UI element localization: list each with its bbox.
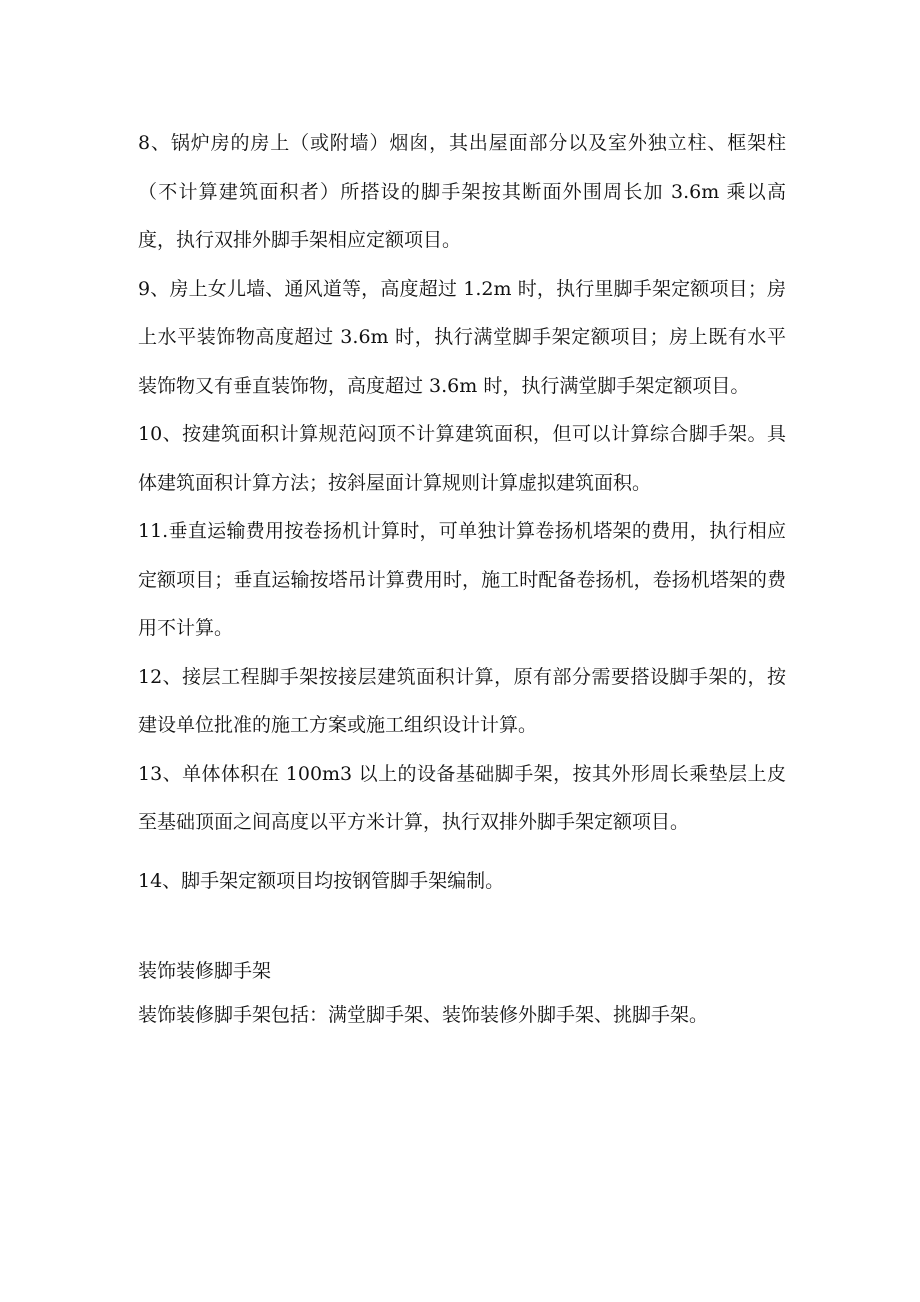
paragraph-item-9: 9、房上女儿墙、通风道等，高度超过 1.2m 时，执行里脚手架定额项目；房上水平装饰物高度超过 3.6m 时，执行满堂脚手架定额项目；房上既有水平装饰物又有垂直装饰物，高度超过 3.6m 时，执行满堂脚手架定额项目。 <box>138 277 786 397</box>
paragraph-item-10: 10、按建筑面积计算规范闷顶不计算建筑面积，但可以计算综合脚手架。具体建筑面积计算方法；按斜屋面计算规则计算虚拟建筑面积。 <box>138 423 786 494</box>
paragraph-item-13: 13、单体体积在 100m3 以上的设备基础脚手架，按其外形周长乘垫层上皮至基础顶面之间高度以平方米计算，执行双排外脚手架定额项目。 <box>138 762 786 833</box>
document-body <box>138 119 786 1037</box>
section-title: 装饰装修脚手架 <box>138 960 272 982</box>
section-spacer <box>138 905 786 949</box>
paragraph-item-8: 8、锅炉房的房上（或附墙）烟囱，其出屋面部分以及室外独立柱、框架柱（不计算建筑面积者）所搭设的脚手架按其断面外围周长加 3.6m 乘以高度，执行双排外脚手架相应定额项目。 <box>138 132 786 251</box>
paragraph-item-12: 12、接层工程脚手架按接层建筑面积计算，原有部分需要搭设脚手架的，按建设单位批准的施工方案或施工组织设计计算。 <box>138 665 786 736</box>
paragraph-item-14: 14、脚手架定额项目均按钢管脚手架编制。 <box>138 869 505 892</box>
section-body: 装饰装修脚手架包括：满堂脚手架、装饰装修外脚手架、挑脚手架。 <box>138 1004 709 1026</box>
paragraph-item-11: 11.垂直运输费用按卷扬机计算时，可单独计算卷扬机塔架的费用，执行相应定额项目；垂直运输按塔吊计算费用时，施工时配备卷扬机，卷扬机塔架的费用不计算。 <box>138 520 786 639</box>
paragraph-spacer <box>138 847 786 857</box>
